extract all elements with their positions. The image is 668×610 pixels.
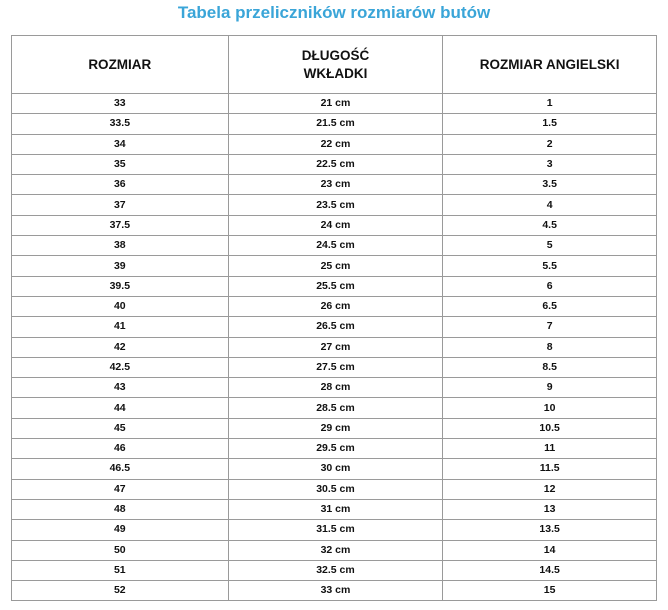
cell-uk-size: 11 xyxy=(443,439,657,459)
cell-uk-size: 5 xyxy=(443,236,657,256)
cell-uk-size: 11.5 xyxy=(443,459,657,479)
table-row xyxy=(12,236,657,256)
cell-size: 47 xyxy=(12,479,229,499)
cell-uk-size: 10 xyxy=(443,398,657,418)
cell-size: 35 xyxy=(12,154,229,174)
table-row xyxy=(12,398,657,418)
cell-uk-size: 13 xyxy=(443,499,657,519)
cell-size: 48 xyxy=(12,499,229,519)
table-row xyxy=(12,357,657,377)
cell-size: 44 xyxy=(12,398,229,418)
cell-uk-size: 1.5 xyxy=(443,114,657,134)
cell-insole-length: 29 cm xyxy=(228,418,443,438)
cell-insole-length: 21 cm xyxy=(228,94,443,114)
cell-uk-size: 1 xyxy=(443,94,657,114)
table-row xyxy=(12,296,657,316)
table-row xyxy=(12,215,657,235)
table-row xyxy=(12,134,657,154)
cell-insole-length: 22 cm xyxy=(228,134,443,154)
cell-uk-size: 9 xyxy=(443,378,657,398)
table-row xyxy=(12,520,657,540)
cell-size: 51 xyxy=(12,560,229,580)
cell-insole-length: 27 cm xyxy=(228,337,443,357)
cell-size: 36 xyxy=(12,175,229,195)
cell-uk-size: 4 xyxy=(443,195,657,215)
cell-size: 43 xyxy=(12,378,229,398)
cell-size: 45 xyxy=(12,418,229,438)
cell-uk-size: 5.5 xyxy=(443,256,657,276)
cell-insole-length: 26.5 cm xyxy=(228,317,443,337)
cell-insole-length: 28 cm xyxy=(228,378,443,398)
table-row xyxy=(12,499,657,519)
cell-uk-size: 6.5 xyxy=(443,296,657,316)
cell-uk-size: 10.5 xyxy=(443,418,657,438)
cell-size: 34 xyxy=(12,134,229,154)
cell-size: 50 xyxy=(12,540,229,560)
cell-insole-length: 23.5 cm xyxy=(228,195,443,215)
cell-uk-size: 8.5 xyxy=(443,357,657,377)
table-row xyxy=(12,479,657,499)
cell-uk-size: 14 xyxy=(443,540,657,560)
page-title: Tabela przeliczników rozmiarów butów xyxy=(177,3,491,22)
table-row xyxy=(12,378,657,398)
cell-uk-size: 3 xyxy=(443,154,657,174)
cell-size: 39 xyxy=(12,256,229,276)
cell-size: 49 xyxy=(12,520,229,540)
table-row xyxy=(12,276,657,296)
cell-uk-size: 14.5 xyxy=(443,560,657,580)
table-row xyxy=(12,94,657,114)
cell-insole-length: 27.5 cm xyxy=(228,357,443,377)
table-row xyxy=(12,114,657,134)
cell-insole-length: 26 cm xyxy=(228,296,443,316)
insole-header-line-1: DŁUGOŚĆ xyxy=(301,47,370,63)
column-header-uk-size: ROZMIAR ANGIELSKI xyxy=(443,36,657,94)
cell-insole-length: 29.5 cm xyxy=(228,439,443,459)
cell-size: 40 xyxy=(12,296,229,316)
cell-insole-length: 21.5 cm xyxy=(228,114,443,134)
cell-insole-length: 30.5 cm xyxy=(228,479,443,499)
table-row xyxy=(12,540,657,560)
cell-size: 52 xyxy=(12,581,229,601)
cell-insole-length: 25.5 cm xyxy=(228,276,443,296)
cell-insole-length: 32.5 cm xyxy=(228,560,443,580)
cell-insole-length: 22.5 cm xyxy=(228,154,443,174)
cell-insole-length: 24 cm xyxy=(228,215,443,235)
cell-uk-size: 8 xyxy=(443,337,657,357)
cell-size: 46.5 xyxy=(12,459,229,479)
table-body xyxy=(12,94,657,601)
table-row xyxy=(12,256,657,276)
cell-size: 33 xyxy=(12,94,229,114)
cell-size: 41 xyxy=(12,317,229,337)
column-header-insole-length xyxy=(228,36,443,94)
insole-header-line-2: WKŁADKI xyxy=(303,65,368,81)
cell-insole-length: 31.5 cm xyxy=(228,520,443,540)
table-row xyxy=(12,175,657,195)
size-conversion-table xyxy=(11,35,657,601)
cell-size: 39.5 xyxy=(12,276,229,296)
cell-insole-length: 32 cm xyxy=(228,540,443,560)
cell-uk-size: 6 xyxy=(443,276,657,296)
table-header-row xyxy=(12,36,657,94)
cell-size: 37 xyxy=(12,195,229,215)
cell-size: 46 xyxy=(12,439,229,459)
cell-insole-length: 33 cm xyxy=(228,581,443,601)
table-row xyxy=(12,439,657,459)
cell-uk-size: 12 xyxy=(443,479,657,499)
cell-uk-size: 7 xyxy=(443,317,657,337)
cell-insole-length: 25 cm xyxy=(228,256,443,276)
table-row xyxy=(12,418,657,438)
cell-size: 38 xyxy=(12,236,229,256)
cell-insole-length: 30 cm xyxy=(228,459,443,479)
cell-insole-length: 28.5 cm xyxy=(228,398,443,418)
cell-insole-length: 24.5 cm xyxy=(228,236,443,256)
table-row xyxy=(12,459,657,479)
cell-size: 42 xyxy=(12,337,229,357)
cell-size: 42.5 xyxy=(12,357,229,377)
cell-size: 33.5 xyxy=(12,114,229,134)
cell-uk-size: 2 xyxy=(443,134,657,154)
cell-size: 37.5 xyxy=(12,215,229,235)
cell-uk-size: 15 xyxy=(443,581,657,601)
table-row xyxy=(12,581,657,601)
table-row xyxy=(12,337,657,357)
cell-insole-length: 31 cm xyxy=(228,499,443,519)
table-row xyxy=(12,560,657,580)
cell-insole-length: 23 cm xyxy=(228,175,443,195)
table-row xyxy=(12,195,657,215)
cell-uk-size: 3.5 xyxy=(443,175,657,195)
column-header-size: ROZMIAR xyxy=(12,36,229,94)
cell-uk-size: 13.5 xyxy=(443,520,657,540)
cell-uk-size: 4.5 xyxy=(443,215,657,235)
table-row xyxy=(12,154,657,174)
table-row xyxy=(12,317,657,337)
